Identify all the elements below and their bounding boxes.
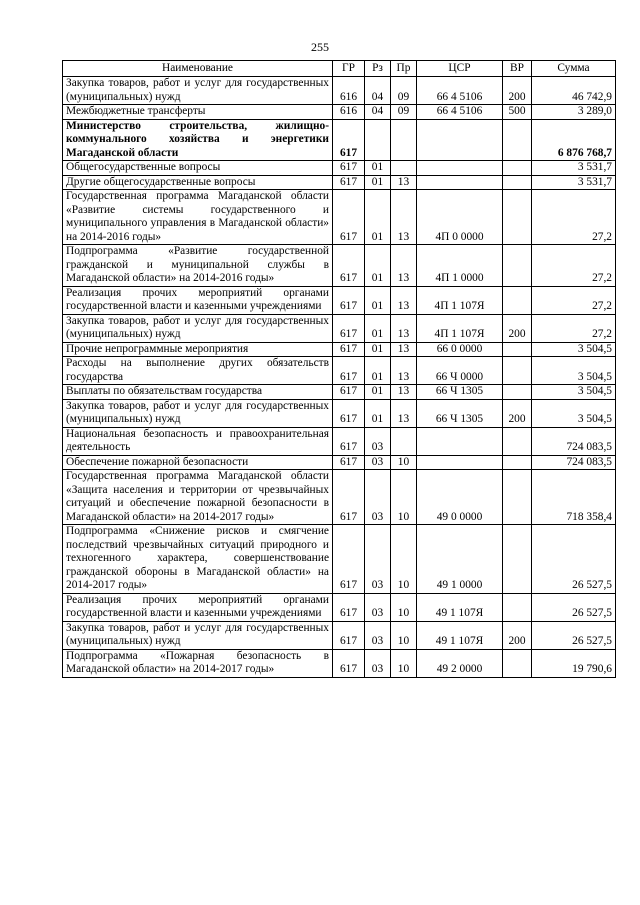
- table-row: [63, 399, 616, 427]
- row-pr: 09: [391, 77, 417, 105]
- row-pr: 10: [391, 470, 417, 525]
- row-name: Другие общегосударственные вопросы: [63, 175, 333, 190]
- row-gr: 617: [333, 175, 365, 190]
- row-name: Закупка товаров, работ и услуг для государственных (муниципальных) нужд: [63, 77, 333, 105]
- row-gr: 617: [333, 245, 365, 287]
- row-vr: [503, 119, 532, 161]
- row-vr: [503, 649, 532, 677]
- row-sum: 724 083,5: [532, 427, 616, 455]
- row-sum: 3 504,5: [532, 399, 616, 427]
- row-name: Общегосударственные вопросы: [63, 161, 333, 176]
- row-name: Подпрограмма «Развитие государственной гражданской и муниципальной службы в Магаданской области» на 2014-2016 годы»: [63, 245, 333, 287]
- row-sum: 3 531,7: [532, 161, 616, 176]
- table-row: [63, 470, 616, 525]
- row-name: Закупка товаров, работ и услуг для государственных (муниципальных) нужд: [63, 621, 333, 649]
- row-vr: 500: [503, 105, 532, 120]
- row-sum: 26 527,5: [532, 621, 616, 649]
- table-row: [63, 525, 616, 594]
- row-sum: 3 289,0: [532, 105, 616, 120]
- row-pr: 10: [391, 525, 417, 594]
- row-name: Межбюджетные трансферты: [63, 105, 333, 120]
- row-name: Национальная безопасность и правоохранительная деятельность: [63, 427, 333, 455]
- table-row: [63, 427, 616, 455]
- row-sum: 3 504,5: [532, 342, 616, 357]
- row-gr: 617: [333, 286, 365, 314]
- row-sum: 3 504,5: [532, 357, 616, 385]
- row-pr: 13: [391, 175, 417, 190]
- row-rz: 01: [365, 357, 391, 385]
- table-row: [63, 621, 616, 649]
- row-name: Прочие непрограммные мероприятия: [63, 342, 333, 357]
- row-csr: 66 Ч 1305: [417, 385, 503, 400]
- table-row: [63, 119, 616, 161]
- row-pr: 10: [391, 593, 417, 621]
- row-gr: 617: [333, 161, 365, 176]
- row-pr: 10: [391, 621, 417, 649]
- row-csr: 66 4 5106: [417, 77, 503, 105]
- row-name: Министерство строительства, жилищно-коммунального хозяйства и энергетики Магаданской области: [63, 119, 333, 161]
- row-gr: 617: [333, 357, 365, 385]
- row-rz: 04: [365, 105, 391, 120]
- col-header-name: Наименование: [63, 61, 333, 77]
- row-rz: 01: [365, 175, 391, 190]
- row-vr: [503, 245, 532, 287]
- row-rz: 01: [365, 342, 391, 357]
- row-sum: 27,2: [532, 190, 616, 245]
- row-csr: 66 Ч 1305: [417, 399, 503, 427]
- row-pr: 10: [391, 649, 417, 677]
- table-row: [63, 77, 616, 105]
- row-name: Закупка товаров, работ и услуг для государственных (муниципальных) нужд: [63, 399, 333, 427]
- row-pr: 13: [391, 190, 417, 245]
- row-gr: 617: [333, 119, 365, 161]
- row-gr: 617: [333, 314, 365, 342]
- row-pr: 13: [391, 245, 417, 287]
- row-vr: [503, 427, 532, 455]
- row-gr: 616: [333, 105, 365, 120]
- row-vr: [503, 190, 532, 245]
- row-gr: 617: [333, 190, 365, 245]
- table-row: [63, 357, 616, 385]
- row-vr: 200: [503, 399, 532, 427]
- row-sum: 26 527,5: [532, 593, 616, 621]
- row-vr: [503, 525, 532, 594]
- row-name: Закупка товаров, работ и услуг для государственных (муниципальных) нужд: [63, 314, 333, 342]
- row-vr: [503, 342, 532, 357]
- row-vr: 200: [503, 314, 532, 342]
- row-sum: 3 504,5: [532, 385, 616, 400]
- row-vr: [503, 357, 532, 385]
- row-sum: 718 358,4: [532, 470, 616, 525]
- table-row: [63, 190, 616, 245]
- row-gr: 617: [333, 427, 365, 455]
- row-pr: 13: [391, 342, 417, 357]
- table-row: [63, 161, 616, 176]
- col-header-rz: Рз: [365, 61, 391, 77]
- row-csr: 49 1 107Я: [417, 593, 503, 621]
- row-gr: 617: [333, 470, 365, 525]
- row-csr: [417, 161, 503, 176]
- row-pr: 13: [391, 385, 417, 400]
- row-pr: [391, 119, 417, 161]
- row-gr: 617: [333, 399, 365, 427]
- row-gr: 617: [333, 385, 365, 400]
- row-gr: 617: [333, 455, 365, 470]
- col-header-pr: Пр: [391, 61, 417, 77]
- row-csr: 49 0 0000: [417, 470, 503, 525]
- row-rz: 03: [365, 470, 391, 525]
- row-rz: 04: [365, 77, 391, 105]
- table-row: [63, 286, 616, 314]
- page-number: 255: [311, 40, 329, 54]
- row-rz: [365, 119, 391, 161]
- table-row: [63, 175, 616, 190]
- row-name: Государственная программа Магаданской области «Развитие системы государственного и муниципального управления в Магаданской области» на 2014-2016 годы»: [63, 190, 333, 245]
- row-csr: 49 1 0000: [417, 525, 503, 594]
- row-gr: 617: [333, 525, 365, 594]
- row-pr: 13: [391, 399, 417, 427]
- row-pr: 13: [391, 286, 417, 314]
- row-csr: 4П 1 107Я: [417, 314, 503, 342]
- table-row: [63, 649, 616, 677]
- row-csr: 4П 0 0000: [417, 190, 503, 245]
- row-vr: [503, 286, 532, 314]
- table-body: [63, 77, 616, 678]
- table-row: [63, 342, 616, 357]
- row-name: Выплаты по обязательствам государства: [63, 385, 333, 400]
- row-rz: 03: [365, 525, 391, 594]
- row-rz: 01: [365, 399, 391, 427]
- row-rz: 01: [365, 245, 391, 287]
- col-header-gr: ГР: [333, 61, 365, 77]
- row-sum: 3 531,7: [532, 175, 616, 190]
- table-row: [63, 455, 616, 470]
- row-sum: 724 083,5: [532, 455, 616, 470]
- row-vr: [503, 593, 532, 621]
- row-vr: [503, 455, 532, 470]
- row-csr: [417, 455, 503, 470]
- row-vr: 200: [503, 77, 532, 105]
- row-rz: 03: [365, 593, 391, 621]
- col-header-csr: ЦСР: [417, 61, 503, 77]
- row-pr: 13: [391, 314, 417, 342]
- row-rz: 01: [365, 190, 391, 245]
- row-sum: 26 527,5: [532, 525, 616, 594]
- row-name: Государственная программа Магаданской области «Защита населения и территории от чрезвычайных ситуаций и обеспечение пожарной безопасности в Магаданской области» на 2014-2017 годы»: [63, 470, 333, 525]
- budget-table: [62, 60, 616, 678]
- row-vr: 200: [503, 621, 532, 649]
- row-csr: [417, 175, 503, 190]
- row-sum: 46 742,9: [532, 77, 616, 105]
- row-rz: 03: [365, 455, 391, 470]
- row-csr: 66 4 5106: [417, 105, 503, 120]
- col-header-sum: Сумма: [532, 61, 616, 77]
- row-rz: 03: [365, 427, 391, 455]
- row-sum: 27,2: [532, 286, 616, 314]
- row-vr: [503, 175, 532, 190]
- row-rz: 01: [365, 385, 391, 400]
- row-rz: 01: [365, 314, 391, 342]
- row-sum: 19 790,6: [532, 649, 616, 677]
- row-csr: 49 1 107Я: [417, 621, 503, 649]
- row-rz: 03: [365, 621, 391, 649]
- row-gr: 617: [333, 593, 365, 621]
- table-row: [63, 314, 616, 342]
- row-pr: 09: [391, 105, 417, 120]
- row-gr: 617: [333, 342, 365, 357]
- row-name: Реализация прочих мероприятий органами государственной власти и казенными учреждениями: [63, 286, 333, 314]
- row-pr: 13: [391, 357, 417, 385]
- row-rz: 01: [365, 286, 391, 314]
- table-row: [63, 245, 616, 287]
- row-name: Реализация прочих мероприятий органами государственной власти и казенными учреждениями: [63, 593, 333, 621]
- row-pr: [391, 427, 417, 455]
- row-csr: [417, 119, 503, 161]
- row-rz: 03: [365, 649, 391, 677]
- row-sum: 27,2: [532, 245, 616, 287]
- table-row: [63, 593, 616, 621]
- row-gr: 617: [333, 649, 365, 677]
- row-csr: 4П 1 107Я: [417, 286, 503, 314]
- row-sum: 27,2: [532, 314, 616, 342]
- table-row: [63, 105, 616, 120]
- row-csr: 49 2 0000: [417, 649, 503, 677]
- table-row: [63, 385, 616, 400]
- row-name: Подпрограмма «Снижение рисков и смягчение последствий чрезвычайных ситуаций природного и техногенного характера, совершенствование гражданской обороны в Магаданской области» на 2014-2017 годы»: [63, 525, 333, 594]
- row-rz: 01: [365, 161, 391, 176]
- row-name: Подпрограмма «Пожарная безопасность в Магаданской области» на 2014-2017 годы»: [63, 649, 333, 677]
- row-vr: [503, 161, 532, 176]
- row-vr: [503, 385, 532, 400]
- row-name: Обеспечение пожарной безопасности: [63, 455, 333, 470]
- row-sum: 6 876 768,7: [532, 119, 616, 161]
- row-csr: 4П 1 0000: [417, 245, 503, 287]
- row-pr: [391, 161, 417, 176]
- row-csr: 66 0 0000: [417, 342, 503, 357]
- row-csr: 66 Ч 0000: [417, 357, 503, 385]
- row-pr: 10: [391, 455, 417, 470]
- row-vr: [503, 470, 532, 525]
- row-csr: [417, 427, 503, 455]
- row-gr: 616: [333, 77, 365, 105]
- col-header-vr: ВР: [503, 61, 532, 77]
- table-header-row: [63, 61, 616, 77]
- row-gr: 617: [333, 621, 365, 649]
- row-name: Расходы на выполнение других обязательств государства: [63, 357, 333, 385]
